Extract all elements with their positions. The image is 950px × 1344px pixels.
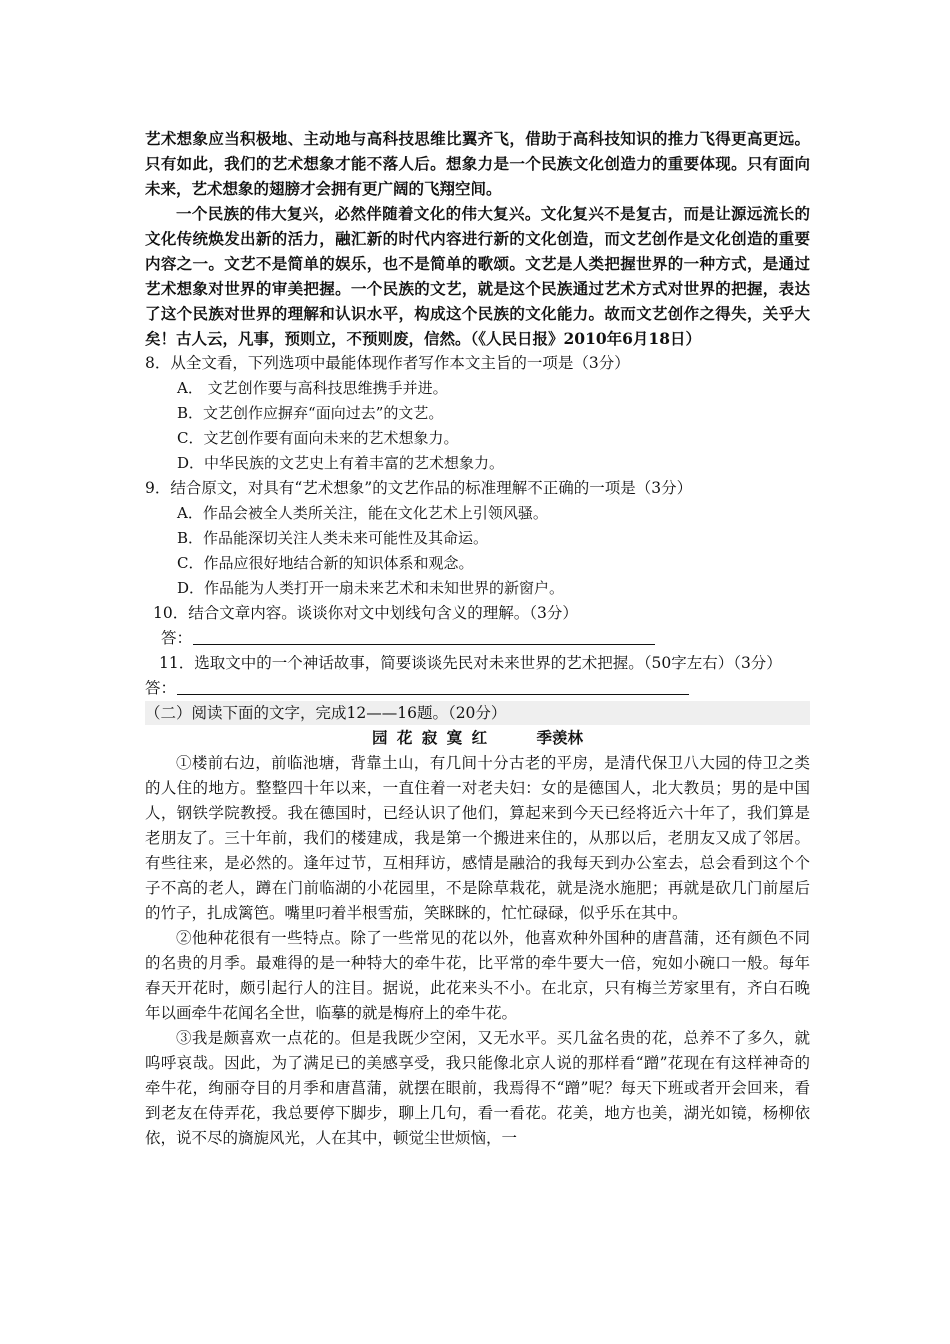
article-title-text: 园 花 寂 寞 红	[371, 728, 490, 747]
answer-line[interactable]	[177, 694, 689, 695]
article-author: 季羡林	[536, 728, 583, 747]
question-8-option-d: D．中华民族的文艺史上有着丰富的艺术想象力。	[177, 454, 505, 472]
question-10-answer[interactable]	[145, 626, 810, 651]
question-8-option-b: B．文艺创作应摒弃“面向过去”的文艺。	[177, 404, 444, 422]
passage-paragraph-1: 艺术想象应当积极地、主动地与高科技思维比翼齐飞，借助于高科技知识的推力飞得更高更远。只有如此，我们的艺术想象才能不落人后。想象力是一个民族文化创造力的重要体现。只有面向未来，艺术想象的翅膀才会拥有更广阔的飞翔空间。	[145, 129, 810, 198]
question-9-stem: 9．结合原文，对具有“艺术想象”的文艺作品的标准理解不正确的一项是（3分）	[145, 479, 693, 497]
question-11-stem: 11．选取文中的一个神话故事，简要谈谈先民对未来世界的艺术把握。（50字左右）（3分）	[159, 654, 782, 672]
article-paragraph-1: ①楼前右边，前临池塘，背靠土山，有几间十分古老的平房，是清代保卫八大园的侍卫之类的人住的地方。整整四十年以来，一直住着一对老夫妇：女的是德国人，北大教员；男的是中国人，钢铁学院教授。我在德国时，已经认识了他们，算起来到今天已经将近六十年了，我们算是老朋友了。三十年前，我们的楼建成，我是第一个搬进来住的，从那以后，老朋友又成了邻居。有些往来，是必然的。逢年过节，互相拜访，感情是融洽的我每天到办公室去，总会看到这个个子不高的老人，蹲在门前临湖的小花园里，不是除草栽花，就是浇水施肥；再就是砍几门前屋后的竹子，扎成篱笆。嘴里叼着半根雪茄，笑眯眯的，忙忙碌碌，似乎乐在其中。	[145, 754, 810, 922]
question-10-stem: 10．结合文章内容。谈谈你对文中划线句含义的理解。（3分）	[153, 604, 578, 622]
question-8-option-a: A． 文艺创作要与高科技思维携手并进。	[177, 379, 448, 397]
question-11-answer[interactable]	[145, 676, 810, 701]
question-9-option-b: B．作品能深切关注人类未来可能性及其命运。	[177, 529, 489, 547]
question-9-option-d: D．作品能为人类打开一扇未来艺术和未知世界的新窗户。	[177, 579, 565, 597]
question-9-option-a: A．作品会被全人类所关注，能在文化艺术上引领风骚。	[177, 504, 548, 522]
article-paragraph-2: ②他种花很有一些特点。除了一些常见的花以外，他喜欢种外国种的唐菖蒲，还有颜色不同的名贵的月季。最难得的是一种特大的牵牛花，比平常的牵牛要大一倍，宛如小碗口一般。每年春天开花时，颇引起行人的注目。据说，此花来头不小。在北京，只有梅兰芳家里有，齐白石晚年以画牵牛花闻名全世，临摹的就是梅府上的牵牛花。	[145, 929, 810, 1022]
answer-line[interactable]	[193, 644, 655, 645]
question-8-stem: 8．从全文看，下列选项中最能体现作者写作本文主旨的一项是（3分）	[145, 354, 630, 372]
answer-label: 答：	[161, 629, 193, 647]
question-9-option-c: C．作品应很好地结合新的知识体系和观念。	[177, 554, 474, 572]
document-page	[145, 126, 810, 1151]
question-8-option-c: C．文艺创作要有面向未来的艺术想象力。	[177, 429, 459, 447]
section-header: （二）阅读下面的文字，完成12——16题。（20分）	[145, 701, 810, 725]
passage-paragraph-2: 一个民族的伟大复兴，必然伴随着文化的伟大复兴。文化复兴不是复古，而是让源远流长的文化传统焕发出新的活力，融汇新的时代内容进行新的文化创造，而文艺创作是文化创造的重要内容之一。文艺不是简单的娱乐，也不是简单的歌颂。文艺是人类把握世界的一种方式，是通过艺术想象对世界的审美把握。一个民族的文艺，就是这个民族通过艺术方式对世界的把握，表达了这个民族对世界的理解和认识水平，构成这个民族的文化能力。故而文艺创作之得失，关乎大矣！古人云，凡事，预则立，不预则废，信然。（《人民日报》2010年6月18日）	[145, 204, 810, 348]
article-paragraph-3: ③我是颇喜欢一点花的。但是我既少空闲，又无水平。买几盆名贵的花，总养不了多久，就呜呼哀哉。因此，为了满足已的美感享受，我只能像北京人说的那样看“蹭”花现在有这样神奇的牵牛花，绚丽夺目的月季和唐菖蒲，就摆在眼前，我焉得不“蹭”呢？每天下班或者开会回来，看到老友在侍弄花，我总要停下脚步，聊上几句，看一看花。花美，地方也美，湖光如镜，杨柳依依，说不尽的旖旎风光，人在其中，顿觉尘世烦恼，一	[145, 1029, 810, 1147]
answer-label: 答：	[145, 679, 177, 697]
article-title	[145, 725, 810, 751]
